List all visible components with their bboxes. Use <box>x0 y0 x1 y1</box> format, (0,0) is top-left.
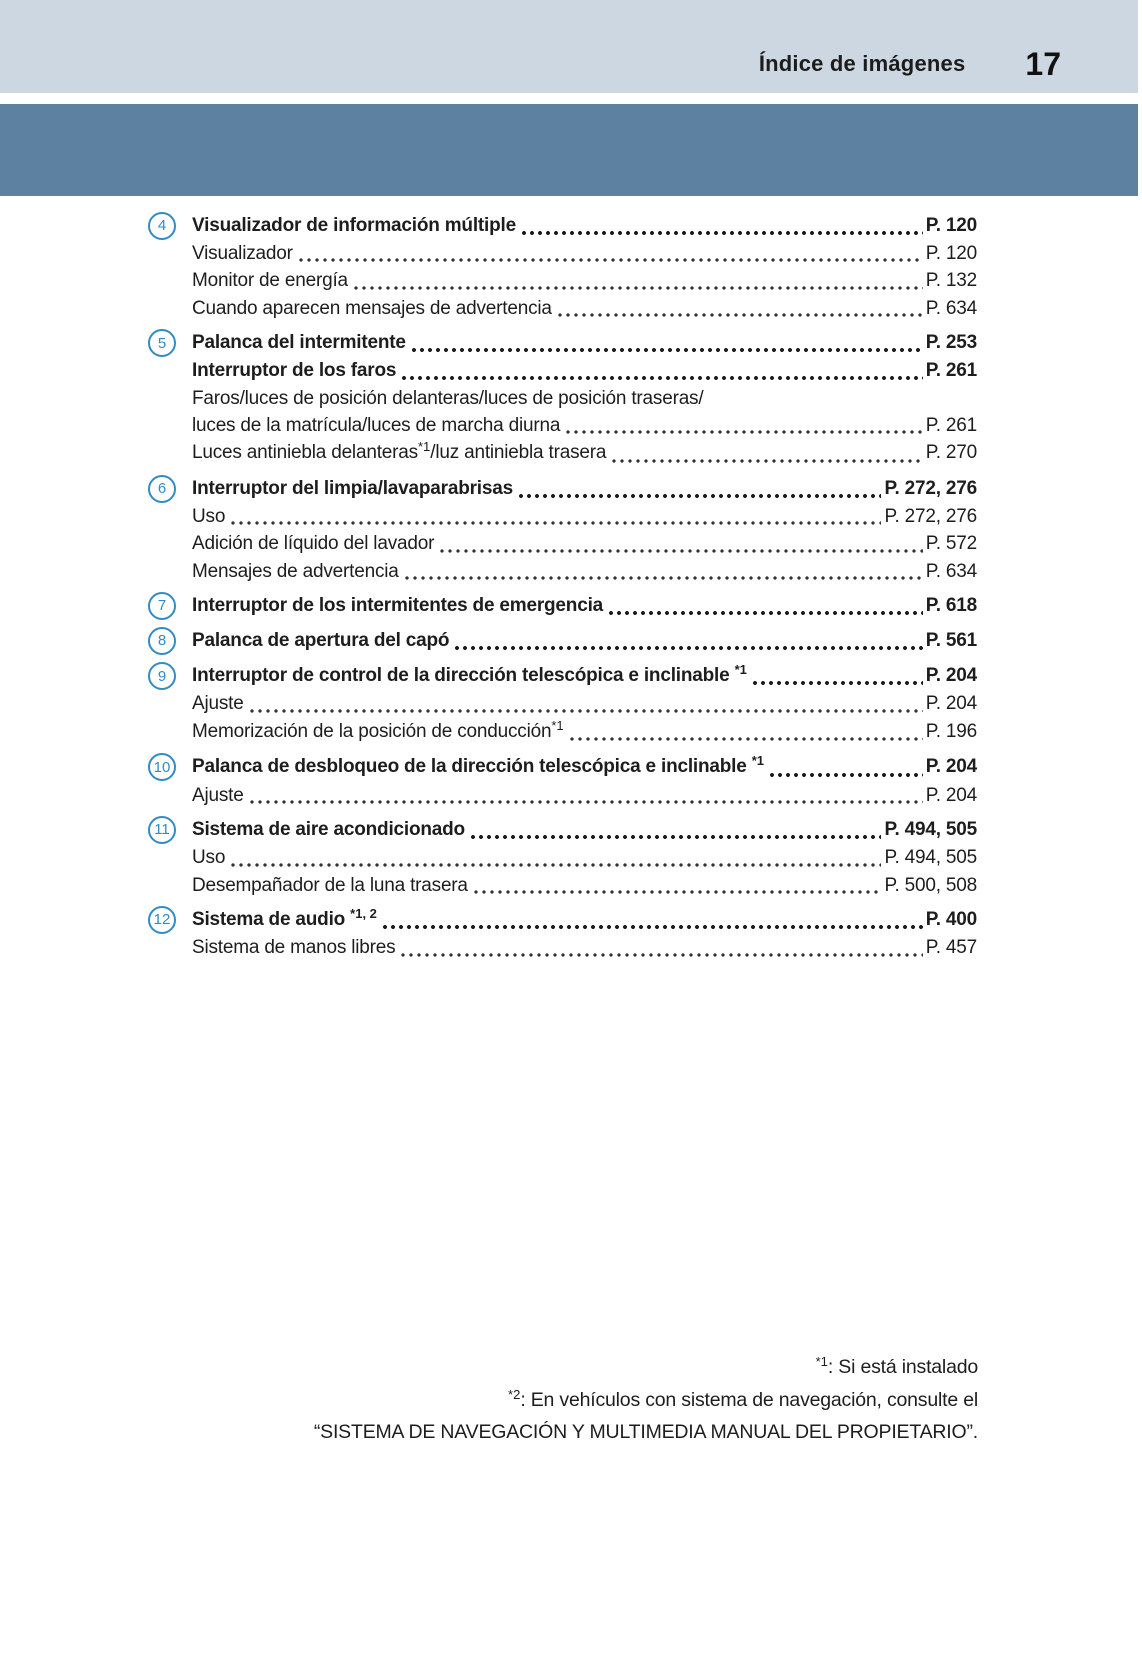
toc-subentry[interactable] <box>148 558 977 585</box>
toc-entry[interactable] <box>148 592 977 620</box>
page-reference: P. 270 <box>925 442 977 464</box>
page-reference: P. 204 <box>925 665 977 687</box>
dotted-leader <box>410 347 923 353</box>
page-reference: P. 196 <box>925 720 977 742</box>
toc-subentry[interactable] <box>148 718 977 746</box>
dotted-leader <box>469 834 881 840</box>
toc-entry[interactable] <box>148 662 977 690</box>
toc-subentry[interactable] <box>148 690 977 717</box>
footnote-marker: *1, 2 <box>350 905 377 921</box>
footnote-line: “SISTEMA DE NAVEGACIÓN Y MULTIMEDIA MANUAL DEL PROPIETARIO”. <box>313 1421 978 1443</box>
section-number-badge: 6 <box>148 475 176 503</box>
dotted-leader <box>568 736 923 742</box>
page-header-band <box>0 0 1138 93</box>
toc-entry-label: Interruptor del limpia/lavaparabrisas <box>192 477 513 499</box>
toc-subentry[interactable] <box>148 267 977 294</box>
toc-entry-label: Palanca de desbloqueo de la dirección telescópica e inclinable $^{*1}$ <box>192 753 765 778</box>
toc-entry[interactable] <box>148 906 977 934</box>
toc-entry-label: Sistema de manos libres <box>192 937 396 959</box>
toc-subentry[interactable] <box>148 439 977 467</box>
dotted-leader <box>352 285 923 291</box>
page-number: 17 <box>1025 46 1061 82</box>
footnote-marker: *1 <box>417 439 431 455</box>
toc-entry-label: Adición de líquido del lavador <box>192 533 435 555</box>
toc-entry[interactable] <box>148 357 977 384</box>
dotted-leader <box>399 952 922 958</box>
footnote-marker: *1 <box>734 662 747 678</box>
toc-entry-label: Uso <box>192 505 226 527</box>
dotted-leader <box>564 429 922 435</box>
dotted-leader <box>768 772 923 778</box>
toc-entry-label: Uso <box>192 847 226 869</box>
dotted-leader <box>403 575 923 581</box>
toc-entry-label: Desempañador de la luna trasera <box>192 874 468 896</box>
toc-entry-label <box>192 718 564 746</box>
toc-subentry[interactable] <box>148 782 977 809</box>
section-number-badge: 5 <box>148 329 176 357</box>
dotted-leader <box>400 375 922 381</box>
section-number-badge: 11 <box>148 816 176 844</box>
toc-subentry[interactable] <box>148 872 977 899</box>
section-number-badge: 9 <box>148 662 176 690</box>
section-number-badge: 8 <box>148 627 176 655</box>
footnote-line: $^{*2}$: En vehículos con sistema de navegación, consulte el <box>508 1386 978 1411</box>
page-reference: P. 261 <box>925 360 977 382</box>
dotted-leader <box>229 862 881 868</box>
toc-entry-label: Visualizador <box>192 243 293 264</box>
dotted-leader <box>610 458 922 464</box>
toc-subentry[interactable] <box>148 295 977 322</box>
page-reference: P. 120 <box>925 215 977 236</box>
toc-list <box>148 205 977 962</box>
section-number-badge: 4 <box>148 212 176 240</box>
toc-subentry[interactable] <box>148 385 977 412</box>
dotted-leader <box>520 230 923 236</box>
page-reference: P. 132 <box>925 270 977 292</box>
page-reference: P. 634 <box>925 560 977 582</box>
dotted-leader <box>248 708 923 714</box>
section-number-cell <box>148 753 192 781</box>
footnote-line: $^{*1}$: Si está instalado <box>815 1354 978 1378</box>
toc-entry[interactable] <box>148 475 977 503</box>
dotted-leader <box>229 520 881 526</box>
toc-entry[interactable] <box>148 816 977 844</box>
section-number-cell <box>148 475 192 503</box>
toc-subentry[interactable] <box>148 503 977 530</box>
toc-entry-label: Palanca del intermitente <box>192 332 406 354</box>
label-text: /luz antiniebla trasera <box>430 442 607 464</box>
dotted-leader <box>248 799 923 805</box>
dotted-leader <box>453 645 922 651</box>
accent-band <box>0 104 1138 196</box>
section-number-badge: 7 <box>148 592 176 620</box>
section-number-cell <box>148 816 192 844</box>
toc-entry-label: Monitor de energía <box>192 270 348 292</box>
section-number-badge: 12 <box>148 906 176 934</box>
page-reference: P. 500, 508 <box>884 874 977 896</box>
footnote-marker: *1 <box>551 717 564 733</box>
toc-entry-label: Faros/luces de posición delanteras/luces de posición traseras/ <box>192 387 704 409</box>
toc-entry[interactable] <box>148 329 977 357</box>
label-text: Memorización de la posición de conducción <box>192 720 552 742</box>
section-number-cell <box>148 329 192 357</box>
toc-entry-label: luces de la matrícula/luces de marcha diurna <box>192 415 561 437</box>
toc-entry-label: Ajuste <box>192 693 244 715</box>
dotted-leader <box>472 889 882 895</box>
page-reference: P. 634 <box>925 297 977 319</box>
toc-subentry[interactable] <box>148 240 977 267</box>
dotted-leader <box>297 257 923 263</box>
label-text: Luces antiniebla delanteras <box>192 442 418 464</box>
page-reference: P. 120 <box>925 243 977 264</box>
toc-entry-label: Visualizador de información múltiple <box>192 215 516 236</box>
page-reference: P. 400 <box>925 908 977 930</box>
dotted-leader <box>751 680 923 686</box>
page-reference: P. 272, 276 <box>884 477 977 499</box>
dotted-leader <box>607 610 923 616</box>
page-reference: P. 204 <box>925 756 977 778</box>
section-number-cell <box>148 662 192 690</box>
section-number-cell <box>148 592 192 620</box>
page-reference: P. 204 <box>925 693 977 715</box>
page-reference: P. 457 <box>925 937 977 959</box>
page-reference: P. 494, 505 <box>884 847 977 869</box>
page-reference: P. 494, 505 <box>884 819 977 841</box>
toc-entry-label: Ajuste <box>192 784 244 806</box>
toc-subentry[interactable] <box>148 934 977 961</box>
toc-entry[interactable] <box>148 212 977 240</box>
toc-subentry[interactable] <box>148 412 977 439</box>
toc-entry-label: Interruptor de los intermitentes de emergencia <box>192 595 604 617</box>
toc-entry-label: Sistema de audio $^{*1, 2}$ <box>192 905 377 930</box>
page-reference: P. 272, 276 <box>884 505 977 527</box>
section-number-cell <box>148 212 192 240</box>
toc-subentry[interactable] <box>148 530 977 557</box>
toc-entry[interactable] <box>148 627 977 655</box>
page-reference: P. 618 <box>925 595 977 617</box>
footnote-marker: *1 <box>815 1354 828 1369</box>
toc-subentry[interactable] <box>148 844 977 871</box>
toc-entry-label: Mensajes de advertencia <box>192 560 399 582</box>
toc-entry-label: Interruptor de control de la dirección telescópica e inclinable $^{*1}$ <box>192 662 747 687</box>
section-number-cell <box>148 906 192 934</box>
footnote-marker: *1 <box>751 753 765 769</box>
page-reference: P. 261 <box>925 415 977 437</box>
dotted-leader <box>556 312 923 318</box>
toc-entry-label <box>192 439 606 467</box>
toc-entry-label: Palanca de apertura del capó <box>192 630 450 652</box>
dotted-leader <box>438 548 922 554</box>
page-reference: P. 253 <box>925 332 977 354</box>
page-reference: P. 204 <box>925 784 977 806</box>
section-number-badge: 10 <box>148 753 176 781</box>
dotted-leader <box>517 493 881 499</box>
toc-entry-label: Cuando aparecen mensajes de advertencia <box>192 297 552 319</box>
dotted-leader <box>381 924 923 930</box>
toc-entry[interactable] <box>148 753 977 781</box>
section-number-cell <box>148 627 192 655</box>
footnote-marker: *2 <box>508 1386 521 1402</box>
footnotes <box>150 1352 978 1448</box>
toc-entry-label: Sistema de aire acondicionado <box>192 819 465 841</box>
page-reference: P. 572 <box>925 533 977 555</box>
toc-entry-label: Interruptor de los faros <box>192 360 397 382</box>
page-reference: P. 561 <box>925 630 977 652</box>
page-title: Índice de imágenes <box>758 51 966 76</box>
